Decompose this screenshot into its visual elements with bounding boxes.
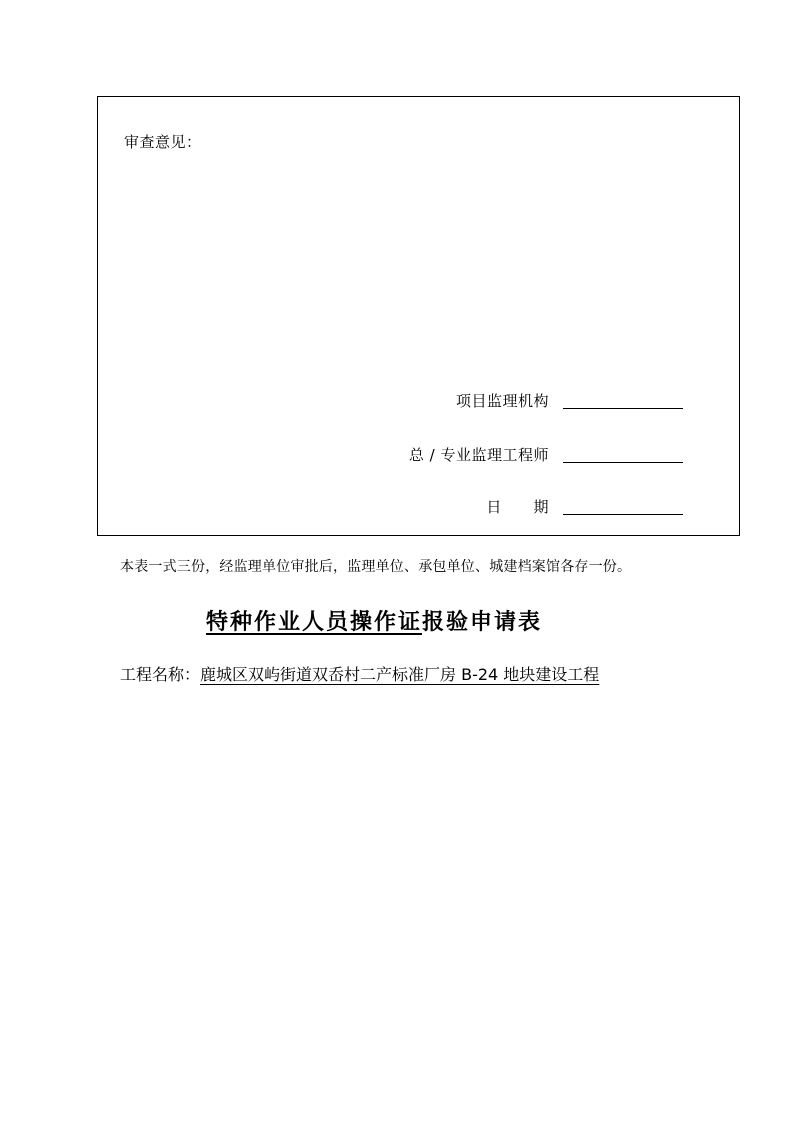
chief-engineer-signature-line[interactable]	[563, 461, 683, 463]
copies-note: 本表一式三份，经监理单位审批后，监理单位、承包单位、城建档案馆各存一份。	[120, 559, 632, 575]
project-name-value: 鹿城区双屿街道双岙村二产标准厂房 B-24 地块建设工程	[200, 665, 600, 684]
document-title-rest: 报验申请表	[422, 609, 543, 635]
project-name-row	[120, 662, 599, 685]
document-title-underlined: 特种作业人员操作证	[206, 609, 423, 635]
chief-engineer-row	[409, 444, 683, 465]
project-name-label: 工程名称：	[120, 665, 201, 684]
document-title	[206, 605, 542, 636]
chief-engineer-label: 总 / 专业监理工程师	[408, 446, 549, 464]
review-opinion-label: 审查意见：	[124, 133, 202, 151]
date-row	[486, 496, 683, 517]
supervision-org-row	[456, 390, 683, 411]
review-opinion-box	[97, 96, 740, 536]
supervision-org-signature-line[interactable]	[563, 407, 683, 409]
date-line[interactable]	[563, 513, 683, 515]
supervision-org-label: 项目监理机构	[455, 392, 549, 410]
date-label: 日 期	[486, 498, 549, 516]
